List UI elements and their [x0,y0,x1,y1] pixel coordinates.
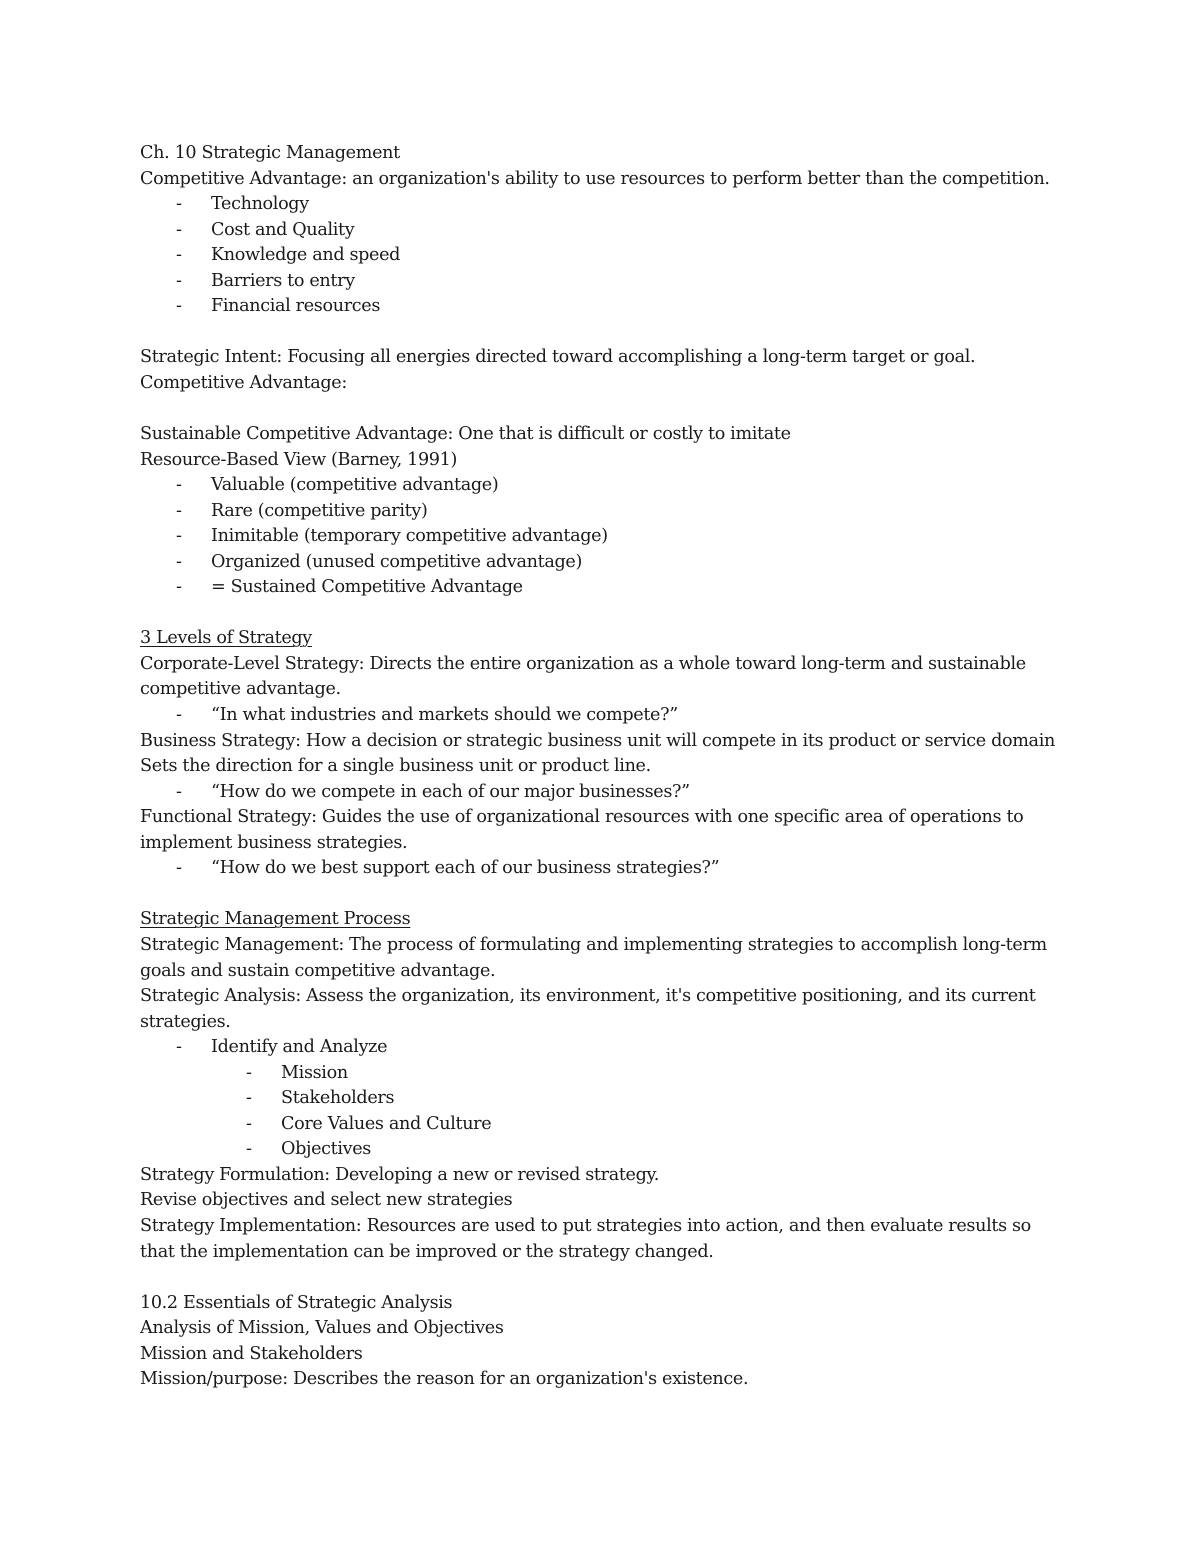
list-item: - Inimitable (temporary competitive advantage) [176,526,608,547]
sub-list-item: - Mission [246,1062,348,1083]
mission-purpose: Mission/purpose: Describes the reason for an organization's existence. [140,1369,749,1390]
sub-list-item: - Stakeholders [246,1088,395,1109]
competitive-advantage-definition: Competitive Advantage: an organization's ability to use resources to perform better than the competition. [140,168,1050,189]
list-item: - Knowledge and speed [176,245,401,266]
document-body [140,141,1070,1393]
levels-of-strategy-heading: 3 Levels of Strategy [140,628,312,649]
sub-list-item: - Core Values and Culture [246,1113,492,1134]
list-item: - “In what industries and markets should we compete?” [176,705,678,726]
competitive-advantage-label: Competitive Advantage: [140,372,347,393]
list-item: - Organized (unused competitive advantage) [176,551,582,572]
spacer [140,396,1070,422]
analysis-of-mission: Analysis of Mission, Values and Objectives [140,1318,504,1339]
strategic-management-process-heading: Strategic Management Process [140,909,411,930]
spacer [140,601,1070,627]
business-direction: Sets the direction for a single business unit or product line. [140,756,651,777]
list-item: - = Sustained Competitive Advantage [176,577,523,598]
essentials-heading: 10.2 Essentials of Strategic Analysis [140,1292,453,1313]
corporate-level-strategy: Corporate-Level Strategy: Directs the entire organization as a whole toward long-term and sustainable competitive advantage. [140,653,1026,700]
resource-based-view: Resource-Based View (Barney, 1991) [140,449,457,470]
list-item: - “How do we best support each of our business strategies?” [176,858,720,879]
page-title: Ch. 10 Strategic Management [140,143,400,163]
list-item: - Rare (competitive parity) [176,500,428,521]
strategic-management-definition: Strategic Management: The process of formulating and implementing strategies to accomplish long-term goals and sustain competitive advantage. [140,934,1047,981]
list-item: - Valuable (competitive advantage) [176,475,499,496]
business-strategy: Business Strategy: How a decision or strategic business unit will compete in its product or service domain [140,730,1055,751]
list-item: - “How do we compete in each of our major businesses?” [176,781,690,802]
list-item: - Cost and Quality [176,219,355,240]
spacer [140,882,1070,908]
spacer [140,1265,1070,1291]
list-item: - Technology [176,194,309,215]
strategic-analysis-definition: Strategic Analysis: Assess the organization, its environment, it's competitive positioning, and its current strategies. [140,986,1036,1032]
strategy-formulation: Strategy Formulation: Developing a new or revised strategy. [140,1164,660,1185]
strategic-intent: Strategic Intent: Focusing all energies directed toward accomplishing a long-term target or goal. [140,347,976,368]
revise-objectives: Revise objectives and select new strategies [140,1190,513,1211]
mission-and-stakeholders: Mission and Stakeholders [140,1343,363,1364]
list-item: - Financial resources [176,296,381,317]
spacer [140,320,1070,346]
list-item: - Barriers to entry [176,270,355,291]
functional-strategy: Functional Strategy: Guides the use of organizational resources with one specific area of operations to implement business strategies. [140,807,1024,853]
strategy-implementation: Strategy Implementation: Resources are used to put strategies into action, and then evaluate results so that the implementation can be improved or the strategy changed. [140,1215,1031,1262]
list-item: - Identify and Analyze [176,1037,388,1058]
sub-list-item: - Objectives [246,1139,371,1160]
sustainable-competitive-advantage: Sustainable Competitive Advantage: One that is difficult or costly to imitate [140,424,791,445]
